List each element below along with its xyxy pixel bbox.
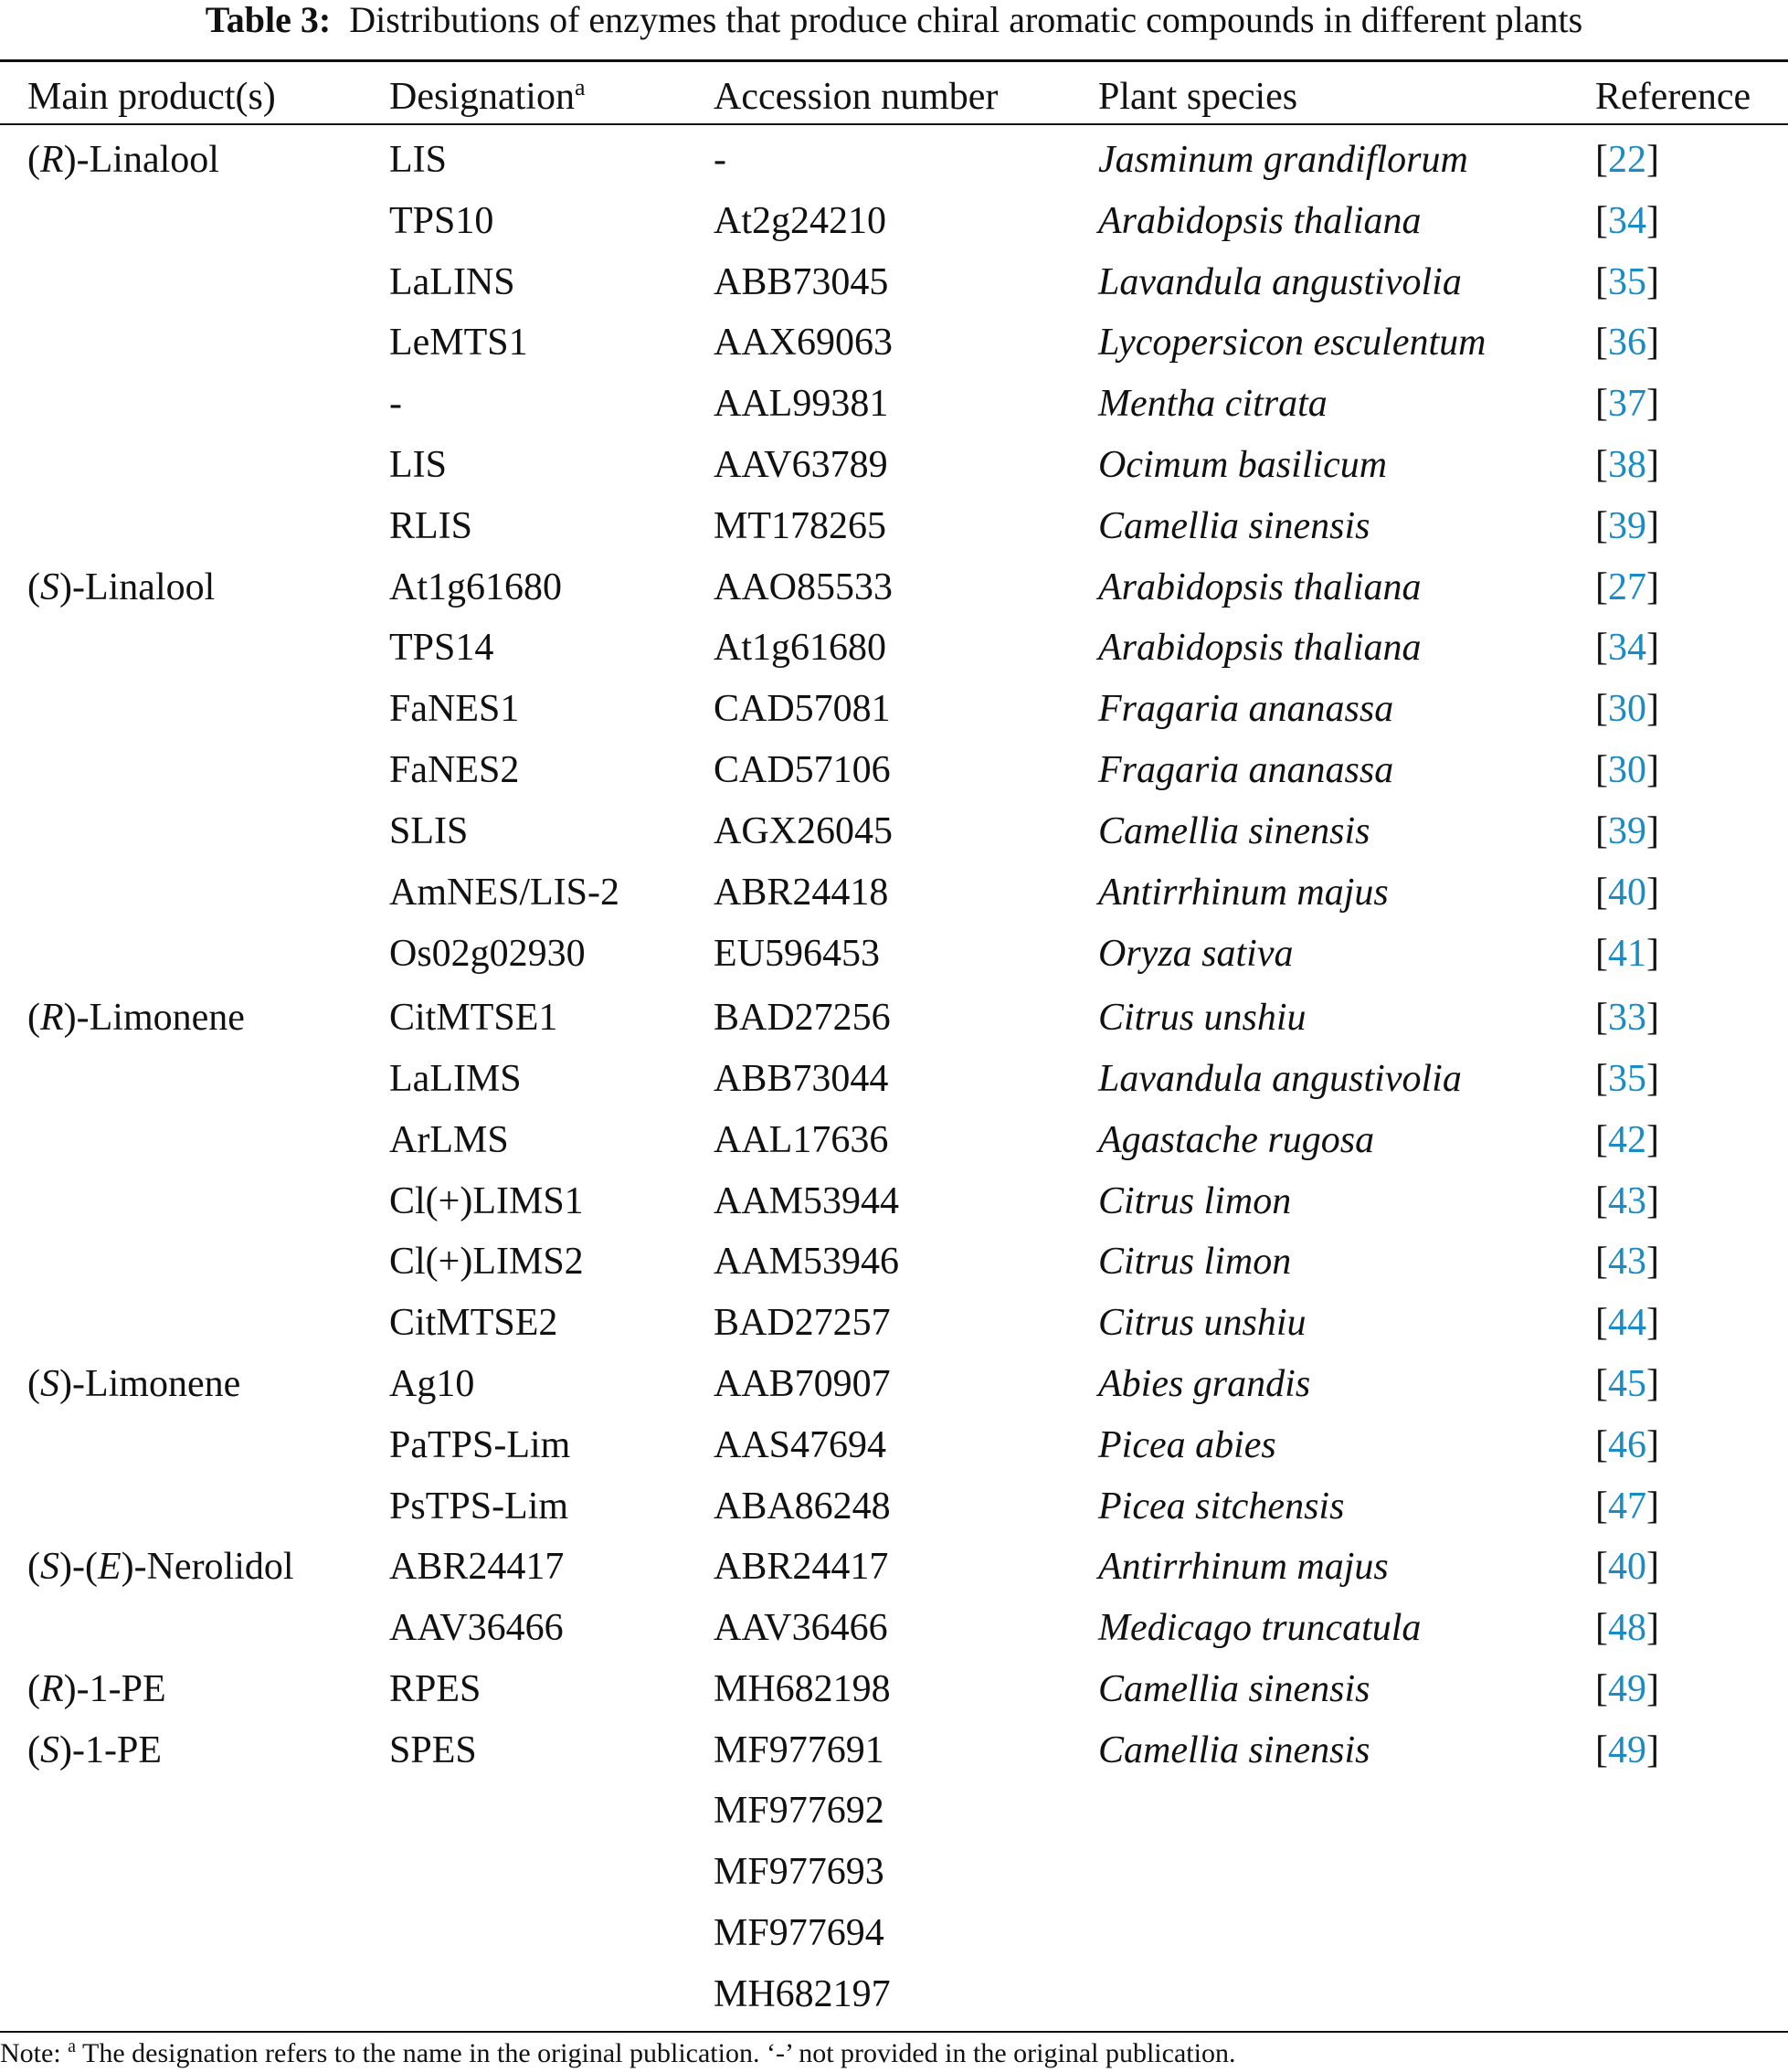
table-row (0, 1419, 1788, 1480)
cell-plant-species: Camellia sinensis (1098, 505, 1370, 547)
table-row (0, 561, 1788, 622)
cell-accession-number: At1g61680 (714, 627, 886, 669)
table-row (0, 1540, 1788, 1602)
cell-designation: RPES (389, 1668, 481, 1710)
cell-plant-species: Antirrhinum majus (1098, 872, 1389, 914)
header-designation-label: Designation (389, 76, 575, 118)
table-row (0, 1235, 1788, 1296)
reference-link[interactable]: 34 (1608, 200, 1646, 242)
cell-accession-number: BAD27256 (714, 997, 891, 1039)
product-paren: ( (27, 1546, 40, 1588)
product-paren: ( (27, 1729, 40, 1771)
table-row (0, 682, 1788, 744)
cell-plant-species: Fragaria ananassa (1098, 749, 1394, 791)
cell-plant-species: Camellia sinensis (1098, 1729, 1370, 1771)
table-header-rule (0, 123, 1788, 125)
cell-designation: - (389, 383, 402, 425)
cell-reference: [30] (1595, 749, 1659, 791)
reference-link[interactable]: 22 (1608, 139, 1646, 181)
cell-accession-number: AAL17636 (714, 1119, 889, 1161)
reference-link[interactable]: 45 (1608, 1363, 1646, 1405)
cell-reference: [39] (1595, 505, 1659, 547)
cell-plant-species: Picea sitchensis (1098, 1485, 1345, 1528)
reference-link[interactable]: 40 (1608, 1546, 1646, 1588)
cell-reference: [38] (1595, 444, 1659, 486)
cell-accession-number: AAO85533 (714, 566, 893, 608)
cell-designation: Cl(+)LIMS2 (389, 1241, 584, 1283)
cell-designation: PaTPS-Lim (389, 1424, 571, 1466)
cell-accession-number: AAV63789 (714, 444, 888, 486)
table-row (0, 1358, 1788, 1419)
cell-accession-number: - (714, 139, 726, 181)
table-row (0, 1907, 1788, 1968)
cell-reference: [46] (1595, 1424, 1659, 1466)
reference-link[interactable]: 46 (1608, 1424, 1646, 1466)
cell-reference: [49] (1595, 1729, 1659, 1771)
cell-accession-number: ABB73045 (714, 261, 889, 303)
table-row (0, 1784, 1788, 1845)
cell-designation: LaLIMS (389, 1058, 522, 1100)
table-caption-text: Distributions of enzymes that produce chiral aromatic compounds in different plants (349, 0, 1583, 40)
cell-reference: [37] (1595, 383, 1659, 425)
cell-designation: LeMTS1 (389, 322, 528, 364)
cell-designation: FaNES2 (389, 749, 520, 791)
product-name: )-1-PE (59, 1729, 162, 1771)
cell-designation: ABR24417 (389, 1546, 565, 1588)
product-configuration: S (40, 1729, 59, 1771)
cell-designation: AmNES/LIS-2 (389, 872, 619, 914)
cell-accession-number: CAD57081 (714, 688, 891, 730)
cell-plant-species: Antirrhinum majus (1098, 1546, 1389, 1588)
header-designation (389, 75, 586, 119)
cell-reference: [30] (1595, 688, 1659, 730)
product-paren: ( (27, 566, 40, 608)
cell-designation: LIS (389, 444, 447, 486)
product-paren: ( (27, 997, 40, 1039)
cell-plant-species: Agastache rugosa (1098, 1119, 1375, 1161)
cell-designation: TPS14 (389, 627, 494, 669)
cell-reference: [27] (1595, 566, 1659, 608)
table-row (0, 1663, 1788, 1724)
cell-reference: [34] (1595, 200, 1659, 242)
product-configuration: R (40, 1668, 64, 1710)
table-row (0, 991, 1788, 1052)
table-row (0, 1724, 1788, 1785)
cell-reference: [36] (1595, 322, 1659, 364)
footnote-prefix: Note: (0, 2038, 61, 2068)
product-configuration: R (40, 139, 64, 181)
cell-plant-species: Camellia sinensis (1098, 810, 1370, 852)
reference-link[interactable]: 42 (1608, 1119, 1646, 1161)
cell-reference: [43] (1595, 1241, 1659, 1283)
header-designation-footnote-mark: a (574, 74, 586, 100)
cell-plant-species: Citrus limon (1098, 1241, 1292, 1283)
product-configuration-2: E (97, 1546, 122, 1588)
cell-plant-species: Lavandula angustivolia (1098, 1058, 1462, 1100)
cell-designation: Ag10 (389, 1363, 475, 1405)
cell-plant-species: Picea abies (1098, 1424, 1276, 1466)
cell-accession-number: AAB70907 (714, 1363, 891, 1405)
cell-accession-number: AAM53946 (714, 1241, 900, 1283)
cell-reference: [40] (1595, 1546, 1659, 1588)
table-top-rule (0, 59, 1788, 62)
cell-plant-species: Fragaria ananassa (1098, 688, 1394, 730)
cell-reference: [22] (1595, 139, 1659, 181)
table-row (0, 866, 1788, 927)
cell-plant-species: Ocimum basilicum (1098, 444, 1388, 486)
cell-accession-number: MH682197 (714, 1973, 891, 2015)
footnote-mark: a (68, 2036, 77, 2056)
cell-main-product (27, 1663, 166, 1716)
reference-link[interactable]: 47 (1608, 1485, 1646, 1528)
cell-reference: [47] (1595, 1485, 1659, 1528)
reference-link[interactable]: 30 (1608, 749, 1646, 791)
reference-link[interactable]: 30 (1608, 688, 1646, 730)
cell-designation: LIS (389, 139, 447, 181)
reference-link[interactable]: 48 (1608, 1607, 1646, 1649)
product-name: )-1-PE (63, 1668, 166, 1710)
reference-link[interactable]: 33 (1608, 997, 1646, 1039)
table-row (0, 927, 1788, 988)
table-row (0, 316, 1788, 377)
reference-link[interactable]: 39 (1608, 505, 1646, 547)
cell-plant-species: Lavandula angustivolia (1098, 261, 1462, 303)
footnote-text: The designation refers to the name in the original publication. ‘-’ not provided in the original publication. (82, 2038, 1236, 2068)
product-name: )-Linalool (59, 566, 216, 608)
table-row (0, 1845, 1788, 1907)
cell-accession-number: AAM53944 (714, 1180, 900, 1222)
product-configuration: S (40, 566, 59, 608)
table-row (0, 1175, 1788, 1236)
reference-link[interactable]: 37 (1608, 383, 1646, 425)
cell-accession-number: AAS47694 (714, 1424, 887, 1466)
cell-designation: Cl(+)LIMS1 (389, 1180, 584, 1222)
product-name: )-Limonene (63, 997, 245, 1039)
product-configuration: R (40, 997, 64, 1039)
cell-reference: [41] (1595, 933, 1659, 975)
cell-designation: AAV36466 (389, 1607, 564, 1649)
product-name: )-Linalool (63, 139, 219, 181)
cell-reference: [48] (1595, 1607, 1659, 1649)
table-row (0, 195, 1788, 256)
cell-designation: SLIS (389, 810, 469, 852)
table-row (0, 133, 1788, 195)
cell-plant-species: Jasminum grandiflorum (1098, 139, 1468, 181)
cell-accession-number: AAX69063 (714, 322, 893, 364)
table-bottom-rule (0, 2031, 1788, 2033)
reference-link[interactable]: 49 (1608, 1729, 1646, 1771)
cell-accession-number: MF977692 (714, 1790, 884, 1832)
cell-designation: Os02g02930 (389, 933, 586, 975)
reference-link[interactable]: 39 (1608, 810, 1646, 852)
cell-accession-number: MT178265 (714, 505, 886, 547)
cell-designation: CitMTSE2 (389, 1302, 558, 1344)
cell-accession-number: MF977694 (714, 1912, 884, 1954)
product-paren: ( (27, 1668, 40, 1710)
header-reference: Reference (1595, 76, 1751, 118)
cell-main-product (27, 1724, 162, 1777)
cell-main-product (27, 1540, 294, 1593)
table-row (0, 377, 1788, 439)
cell-accession-number: ABR24418 (714, 872, 889, 914)
cell-main-product (27, 1358, 240, 1411)
cell-reference: [45] (1595, 1363, 1659, 1405)
product-name: )-Limonene (59, 1363, 241, 1405)
cell-accession-number: MF977693 (714, 1851, 884, 1893)
cell-plant-species: Citrus limon (1098, 1180, 1292, 1222)
cell-designation: SPES (389, 1729, 477, 1771)
table-row (0, 621, 1788, 682)
cell-reference: [44] (1595, 1302, 1659, 1344)
cell-accession-number: EU596453 (714, 933, 880, 975)
reference-link[interactable]: 43 (1608, 1180, 1646, 1222)
reference-link[interactable]: 40 (1608, 872, 1646, 914)
cell-main-product (27, 561, 215, 614)
reference-link[interactable]: 43 (1608, 1241, 1646, 1283)
cell-accession-number: AGX26045 (714, 810, 893, 852)
cell-reference: [43] (1595, 1180, 1659, 1222)
cell-accession-number: CAD57106 (714, 749, 891, 791)
cell-accession-number: ABB73044 (714, 1058, 889, 1100)
cell-designation: PsTPS-Lim (389, 1485, 569, 1528)
table-caption-label: Table 3: (205, 0, 332, 40)
cell-accession-number: At2g24210 (714, 200, 886, 242)
cell-reference: [42] (1595, 1119, 1659, 1161)
table-row (0, 1602, 1788, 1663)
reference-link[interactable]: 35 (1608, 1058, 1646, 1100)
cell-main-product (27, 991, 245, 1044)
cell-accession-number: BAD27257 (714, 1302, 891, 1344)
table-row (0, 1296, 1788, 1358)
cell-main-product (27, 133, 219, 186)
cell-reference: [39] (1595, 810, 1659, 852)
reference-link[interactable]: 35 (1608, 261, 1646, 303)
cell-reference: [34] (1595, 627, 1659, 669)
table-row (0, 1052, 1788, 1114)
cell-accession-number: ABA86248 (714, 1485, 891, 1528)
product-paren: ( (27, 1363, 40, 1405)
header-plant-species: Plant species (1098, 76, 1298, 118)
cell-plant-species: Camellia sinensis (1098, 1668, 1370, 1710)
cell-plant-species: Oryza sativa (1098, 933, 1294, 975)
cell-designation: ArLMS (389, 1119, 509, 1161)
reference-link[interactable]: 38 (1608, 444, 1646, 486)
cell-plant-species: Arabidopsis thaliana (1098, 627, 1422, 669)
table-row (0, 805, 1788, 866)
reference-link[interactable]: 27 (1608, 566, 1646, 608)
cell-plant-species: Medicago truncatula (1098, 1607, 1422, 1649)
product-configuration: S (40, 1363, 59, 1405)
reference-link[interactable]: 49 (1608, 1668, 1646, 1710)
table-row (0, 500, 1788, 561)
table-row (0, 439, 1788, 500)
reference-link[interactable]: 36 (1608, 322, 1646, 364)
table-row (0, 256, 1788, 317)
table-row (0, 1480, 1788, 1541)
cell-designation: At1g61680 (389, 566, 562, 608)
table-footnote (0, 2035, 1235, 2072)
table-row (0, 1968, 1788, 2029)
cell-accession-number: AAL99381 (714, 383, 889, 425)
table-caption (0, 0, 1788, 40)
product-paren: ( (27, 139, 40, 181)
cell-accession-number: MF977691 (714, 1729, 884, 1771)
cell-accession-number: MH682198 (714, 1668, 891, 1710)
header-main-product: Main product(s) (27, 76, 276, 118)
product-configuration: S (40, 1546, 59, 1588)
cell-plant-species: Lycopersicon esculentum (1098, 322, 1486, 364)
header-accession-number: Accession number (714, 76, 999, 118)
cell-plant-species: Arabidopsis thaliana (1098, 200, 1422, 242)
reference-link[interactable]: 44 (1608, 1302, 1646, 1344)
cell-accession-number: AAV36466 (714, 1607, 888, 1649)
cell-plant-species: Abies grandis (1098, 1363, 1311, 1405)
reference-link[interactable]: 41 (1608, 933, 1646, 975)
cell-reference: [49] (1595, 1668, 1659, 1710)
cell-designation: FaNES1 (389, 688, 520, 730)
table-row (0, 744, 1788, 805)
cell-designation: RLIS (389, 505, 473, 547)
cell-plant-species: Citrus unshiu (1098, 1302, 1307, 1344)
cell-reference: [33] (1595, 997, 1659, 1039)
table-row (0, 1114, 1788, 1175)
cell-reference: [35] (1595, 1058, 1659, 1100)
product-name: )-( (59, 1546, 98, 1588)
cell-designation: CitMTSE1 (389, 997, 558, 1039)
cell-plant-species: Citrus unshiu (1098, 997, 1307, 1039)
cell-designation: TPS10 (389, 200, 494, 242)
reference-link[interactable]: 34 (1608, 627, 1646, 669)
cell-accession-number: ABR24417 (714, 1546, 889, 1588)
cell-plant-species: Arabidopsis thaliana (1098, 566, 1422, 608)
product-name-rest: )-Nerolidol (121, 1546, 294, 1588)
cell-plant-species: Mentha citrata (1098, 383, 1328, 425)
cell-designation: LaLINS (389, 261, 515, 303)
cell-reference: [40] (1595, 872, 1659, 914)
cell-reference: [35] (1595, 261, 1659, 303)
